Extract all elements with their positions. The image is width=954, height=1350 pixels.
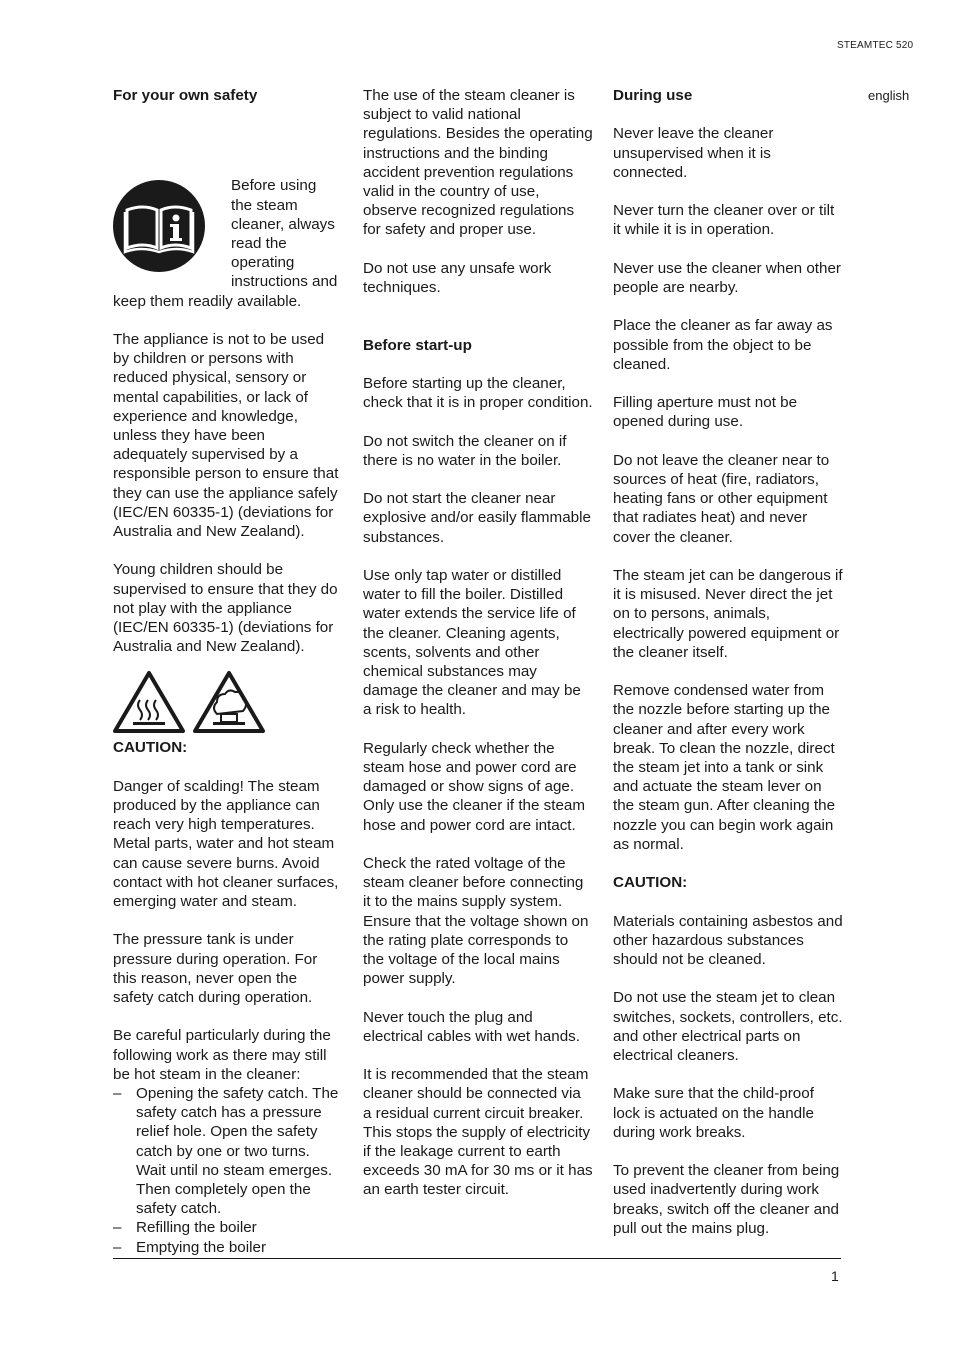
col3-paragraph-6: Do not leave the cleaner near to sources of heat (fire, radiators, heating fans or other equipment that radiates heat) and never cover the cleaner. [613,451,830,546]
hot-surface-warning-icon [113,670,185,734]
warning-icons [113,670,341,734]
heading-during-use: During use [613,87,693,104]
col3-paragraph-3: Never use the cleaner when other people are nearby. [613,259,841,296]
caution-label-2: CAUTION: [613,874,688,892]
intro-text: Before using the steam cleaner, always read the operating instructions and keep them readily available. [113,177,338,310]
col2-paragraph-10: It is recommended that the steam cleaner should be connected via a residual current circuit breaker. This stops the supply of electricity if the leakage current to earth exceeds 30 mA for 30 ms or it has an earth tester circuit. [363,1066,593,1199]
col2-paragraph-3: Before starting up the cleaner, check that it is in proper condition. [363,374,593,412]
col3-paragraph-11: To prevent the cleaner from being used inadvertently during work breaks, switch off the cleaner and pull out the mains plug. [613,1162,840,1237]
col3-paragraph-2: Never turn the cleaner over or tilt it while it is in operation. [613,202,835,239]
col3-paragraph-7: The steam jet can be dangerous if it is misused. Never direct the jet on to persons, animals, electrically powered equipment or the cleaner itself. [613,566,843,661]
col2-paragraph-1: The use of the steam cleaner is subject to valid national regulations. Besides the operating instructions and the binding accident prevention regulations valid in the country of use, observe recognized regulations for safety and proper use. [363,87,593,239]
hot-steam-work-list [113,1084,341,1257]
header-language: english [868,88,910,103]
col2-paragraph-6: Use only tap water or distilled water to fill the boiler. Distilled water extends the service life of the cleaner. Cleaning agents, scents, solvents and other chemical substances may damage the cleaner and may be a risk to health. [363,566,581,719]
column-1 [113,86,341,1257]
col1-paragraph-1: The appliance is not to be used by children or persons with reduced physical, sensory or mental capabilities, or lack of experience and knowledge, unless they have been adequately supervised by a responsible person to ensure that they can use the appliance safely (IEC/EN 60335-1) (deviations for Australia and New Zealand). [113,331,339,541]
page-number: 1 [831,1268,839,1284]
heading-before-startup: Before start-up [363,336,472,354]
col1-paragraph-3: The pressure tank is under pressure during operation. For this reason, never open the safety catch during operation. [113,931,318,1007]
col3-paragraph-10: Make sure that the child-proof lock is actuated on the handle during work breaks. [613,1085,814,1141]
caution-text-1: Danger of scalding! The steam produced by the appliance can reach very high temperatures. Metal parts, water and hot steam can cause severe burns. Avoid contact with hot cleaner surfaces, emerging water and steam. [113,777,339,911]
col3-paragraph-5: Filling aperture must not be opened during use. [613,394,798,431]
col2-paragraph-9: Never touch the plug and electrical cables with wet hands. [363,1008,580,1045]
footer-divider [113,1258,841,1259]
list-item: – Opening the safety catch. The safety catch has a pressure relief hole. Open the safety catch by one or two turns. Wait until no steam emerges. Then completely open the safety catch. [113,1084,341,1218]
col2-paragraph-2: Do not use any unsafe work techniques. [363,259,552,297]
caution-text-2: Materials containing asbestos and other hazardous substances should not be cleaned. [613,912,843,968]
col3-paragraph-9: Do not use the steam jet to clean switches, sockets, controllers, etc. and other electrical parts on electrical cleaners. [613,989,843,1064]
col3-paragraph-4: Place the cleaner as far away as possible from the object to be cleaned. [613,317,833,373]
header-model: STEAMTEC 520 [837,40,914,51]
col3-paragraph-8: Remove condensed water from the nozzle before starting up the cleaner and after every work break. To clean the nozzle, direct the steam jet into a tank or sink and actuate the steam lever on the steam gun. After cleaning the nozzle you can begin work again as normal. [613,682,836,853]
col2-paragraph-8: Check the rated voltage of the steam cleaner before connecting it to the mains supply system. Ensure that the voltage shown on the rating plate corresponds to the voltage of the local mains power supply. [363,854,589,988]
col2-paragraph-4: Do not switch the cleaner on if there is no water in the boiler. [363,432,567,469]
col2-paragraph-7: Regularly check whether the steam hose and power cord are damaged or show signs of age. Only use the cleaner if the steam hose and power cord are intact. [363,739,586,834]
col1-paragraph-4: Be careful particularly during the following work as there may still be hot steam in the cleaner: [113,1027,331,1083]
read-manual-icon [113,180,205,272]
column-2 [363,86,593,1200]
caution-label-1: CAUTION: [113,739,188,757]
heading-own-safety: For your own safety [113,87,258,104]
list-item: – Refilling the boiler [113,1218,341,1237]
list-item: – Emptying the boiler [113,1238,341,1257]
hot-steam-warning-icon [193,670,265,734]
col1-paragraph-2: Young children should be supervised to ensure that they do not play with the appliance (IEC/EN 60335-1) (deviations for Australia and New Zealand). [113,561,338,656]
col2-paragraph-5: Do not start the cleaner near explosive and/or easily flammable substances. [363,490,591,546]
column-3 [613,86,845,1238]
col3-paragraph-1: Never leave the cleaner unsupervised when it is connected. [613,125,774,181]
